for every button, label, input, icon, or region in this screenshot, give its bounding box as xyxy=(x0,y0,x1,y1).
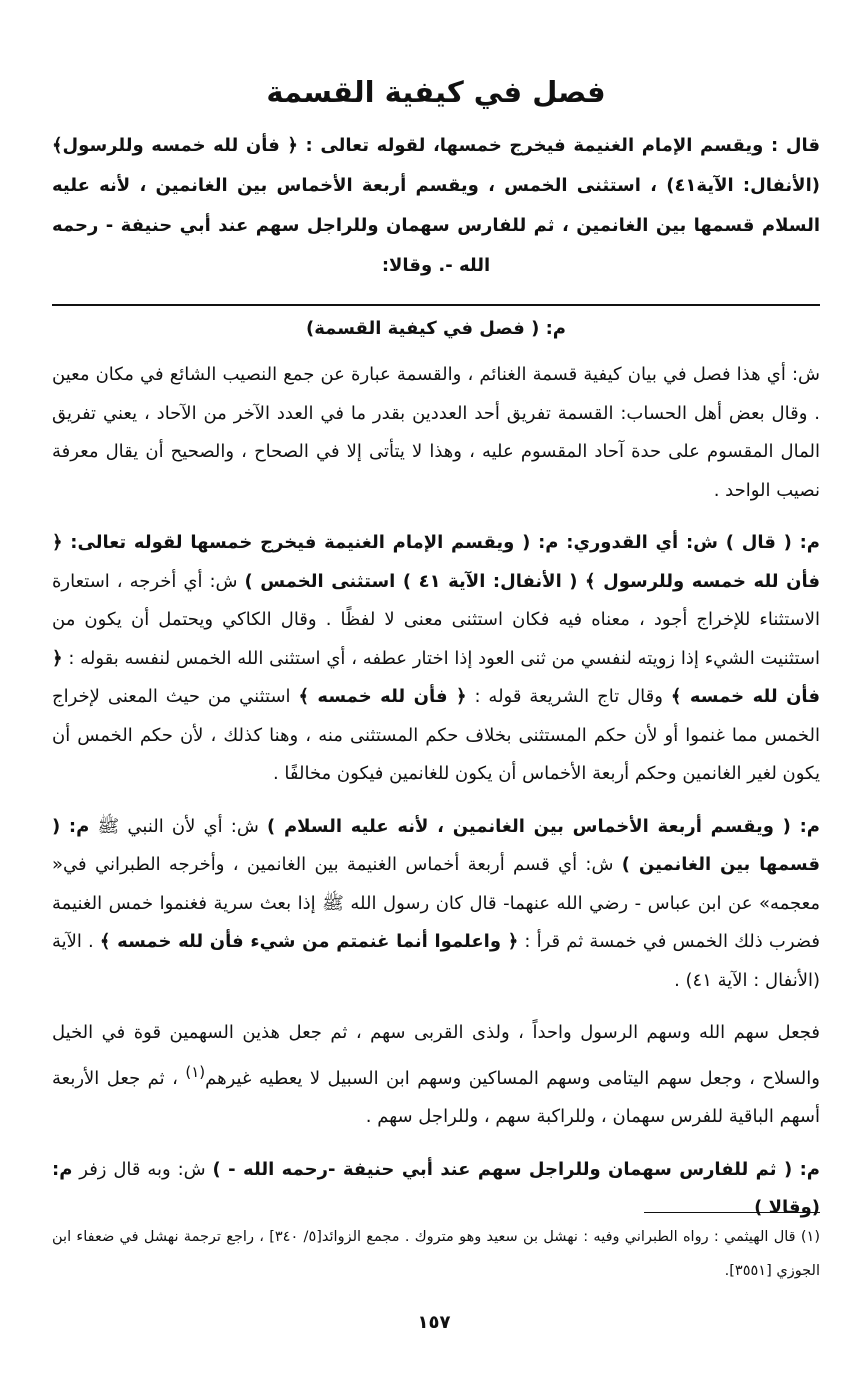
footnote-divider xyxy=(644,1212,820,1213)
quran-quote: ﴿ فأن لله خمسه ﴾ xyxy=(298,686,467,707)
section-divider xyxy=(52,304,820,306)
commentary-text: ش: أي لأن النبي ﷺ xyxy=(89,815,268,837)
commentary-text: ش: أي أخرجه ، استعارة الاستثناء للإخراج أجود ، معناه فيه فكان استثنى معنى لا لفظًا . وقال الكاكي ويحتمل أن يكون من استثنيت الشيء إذا زويته لنفسي من ثنى العود إذا اختار عطفه ، أي استثنى الله الخمس لنفسه بقوله : xyxy=(52,570,820,669)
commentary-paragraph-2 xyxy=(52,524,820,794)
matn-quote: م: (وقالا ) xyxy=(52,1158,820,1218)
matn-quote: م: ( ويقسم أربعة الأخماس بين الغانمين ، لأنه عليه السلام ) xyxy=(267,815,820,837)
commentary-paragraph-5 xyxy=(52,1151,820,1228)
footnote-marker: (١) xyxy=(185,1062,206,1081)
commentary-text: استثني من حيث المعنى لإخراج الخمس مما غنموا أو لأن حكم المستثنى بخلاف حكم المستثنى منه ، وهنا كذلك ، لأن حكم الخمس أن يكون لغير الغانمين وحكم أربعة الأخماس أن يكون للغانمين فيكون مخالفًا . xyxy=(52,686,820,784)
matn-quote: م: ( قسمها بين الغانمين ) xyxy=(52,815,820,875)
commentary-paragraph-3 xyxy=(52,808,820,1001)
quran-quote: ﴿ فأن لله خمسه ﴾ xyxy=(52,647,820,707)
commentary-paragraph-4 xyxy=(52,1014,820,1137)
commentary-text: وقال تاج الشريعة قوله : xyxy=(466,686,671,707)
commentary-text: ش: وبه قال زفر xyxy=(72,1158,213,1180)
matn-quote: م: ( قال ) ش: أي القدوري: م: ( ويقسم الإمام الغنيمة فيخرج خمسها لقوله تعالى: ﴿ فأن لله خمسه وللرسول ﴾ ( الأنفال: الآية ٤١ ) استثنى الخمس ) xyxy=(52,532,820,592)
chapter-title: فصل في كيفية القسمة xyxy=(266,75,606,109)
commentary-text: ش: أي قسم أربعة أخماس الغنيمة بين الغانمين ، وأخرجه الطبراني في« معجمه» عن ابن عباس - رضي الله عنهما- قال كان رسول الله ﷺ إذا بعث سرية فغنموا خمس الغنيمة فضرب ذلك الخمس في خمسة ثم قرأ : xyxy=(52,854,821,952)
commentary-text: ، ثم جعل الأربعة أسهم الباقية للفرس سهمان ، وللراكبة سهم ، وللراجل سهم . xyxy=(52,1067,820,1127)
commentary-text: فجعل سهم الله وسهم الرسول واحداً ، ولذى القربى سهم ، ثم جعل هذين السهمين قوة في الخيل والسلاح ، وجعل سهم اليتامى وسهم المساكين وسهم ابن السبيل لا يعطيه غيرهم xyxy=(52,1022,820,1089)
commentary-text: . الآية (الأنفال : الآية ٤١) . xyxy=(52,931,820,991)
matn-text: قال : ويقسم الإمام الغنيمة فيخرج خمسها، لقوله تعالى : ﴿ فأن لله خمسه وللرسول﴾ (الأنفال: الآية٤١) ، استثنى الخمس ، ويقسم أربعة الأخماس بين الغانمين ، لأنه عليه السلام قسمها بين الغانمين ، ثم للفارس سهمان وللراجل سهم عند أبي حنيفة - رحمه الله -. وقالا: xyxy=(52,135,820,276)
quran-quote: ﴿ واعلموا أنما غنمتم من شيء فأن لله خمسه ﴾ xyxy=(99,931,519,952)
footnote: (١) قال الهيثمي : رواه الطبراني وفيه : نهشل بن سعيد وهو متروك . مجمع الزوائد[٥/ ٣٤٠] ، راجع ترجمة نهشل في ضعفاء ابن الجوزي [٣٥٥١]. xyxy=(52,1229,820,1279)
page-number: ١٥٧ xyxy=(417,1312,451,1333)
matn-quote: م: ( ثم للفارس سهمان وللراجل سهم عند أبي حنيفة -رحمه الله - ) xyxy=(212,1158,820,1180)
commentary-paragraph-1: ش: أي هذا فصل في بيان كيفية قسمة الغنائم ، والقسمة عبارة عن جمع النصيب الشائع في مكان معين . وقال بعض أهل الحساب: القسمة تفريق أحد العددين بقدر ما في العدد الآخر من الآحاد ، يعني تفريق المال المقسوم على حدة آحاد المقسوم عليه ، وهذا لا يتأتى إلا في الصحاح ، والصحيح أن يقال معرفة نصيب الواحد . xyxy=(52,364,820,501)
commentary-heading: م: ( فصل في كيفية القسمة) xyxy=(306,318,566,339)
